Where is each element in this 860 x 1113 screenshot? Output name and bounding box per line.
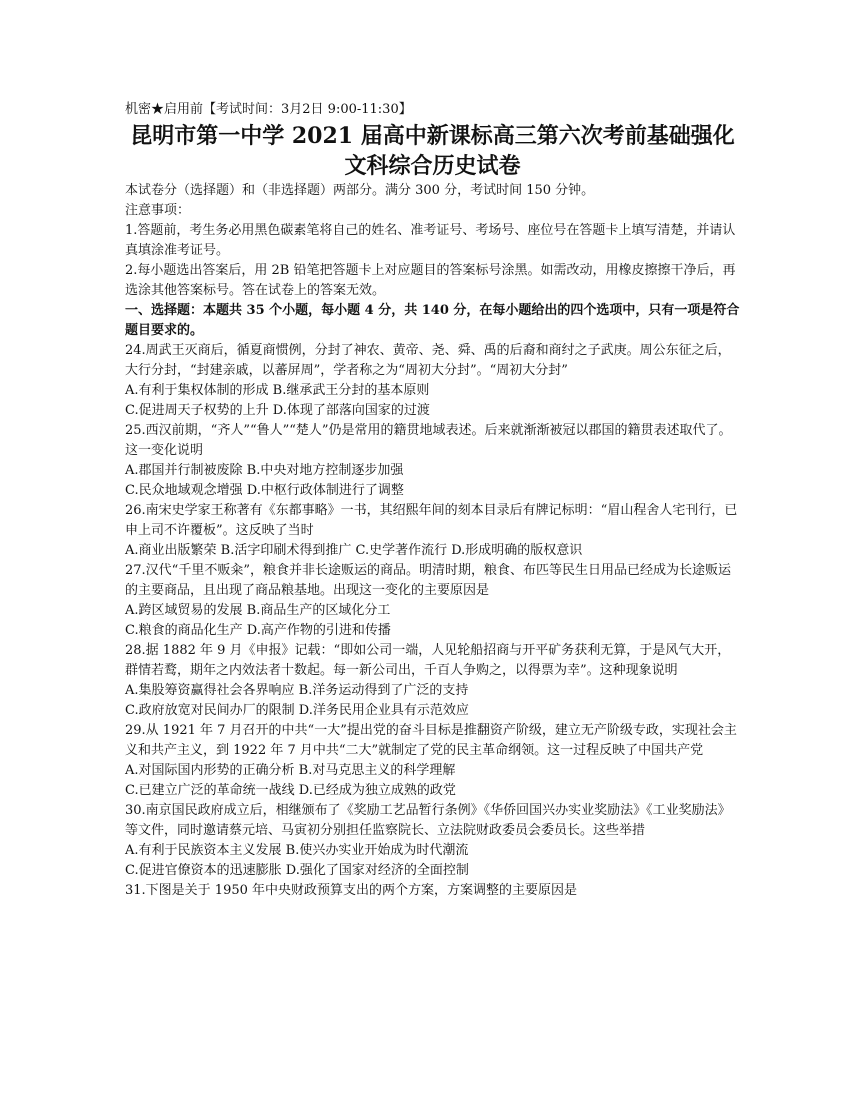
section-heading: 一、选择题：本题共 35 个小题，每小题 4 分，共 140 分，在每小题给出的四个选项中，只有一项是符合题目要求的。 <box>125 303 740 338</box>
question-options: C.政府放宽对民间办厂的限制 D.洋务民用企业具有示范效应 <box>125 703 469 718</box>
question-26 <box>125 501 740 561</box>
question-28 <box>125 641 740 721</box>
question-options: A.有利于集权体制的形成 B.继承武王分封的基本原则 <box>125 383 430 398</box>
question-29 <box>125 721 740 801</box>
question-25 <box>125 421 740 501</box>
question-options: A.跨区域贸易的发展 B.商品生产的区域化分工 <box>125 603 391 618</box>
exam-page <box>125 101 740 901</box>
question-stem: 30.南京国民政府成立后，相继颁布了《奖励工艺品暂行条例》《华侨回国兴办实业奖励法》《工业奖励法》等文件，同时邀请蔡元培、马寅初分别担任监察院长、立法院财政委员会委员长。这些举措 <box>125 803 731 838</box>
question-options: A.郡国并行制被废除 B.中央对地方控制逐步加强 <box>125 463 404 478</box>
question-stem: 25.西汉前期，“齐人”“鲁人”“楚人”仍是常用的籍贯地域表述。后来就渐渐被冠以郡国的籍贯表述取代了。这一变化说明 <box>125 423 732 458</box>
notice-item-2: 2.每小题选出答案后，用 2B 铅笔把答题卡上对应题目的答案标号涂黑。如需改动，用橡皮擦擦干净后，再选涂其他答案标号。答在试卷上的答案无效。 <box>125 263 736 298</box>
question-27 <box>125 561 740 641</box>
question-options: C.促进周天子权势的上升 D.体现了部落向国家的过渡 <box>125 403 430 418</box>
question-options: A.对国际国内形势的正确分析 B.对马克思主义的科学理解 <box>125 763 456 778</box>
question-options: A.有利于民族资本主义发展 B.使兴办实业开始成为时代潮流 <box>125 843 469 858</box>
question-stem: 27.汉代“千里不贩籴”，粮食并非长途贩运的商品。明清时期，粮食、布匹等民生日用品已经成为长途贩运的主要商品，且出现了商品粮基地。出现这一变化的主要原因是 <box>125 563 731 598</box>
exam-time-header: 机密★启用前【考试时间：3月2日 9:00-11:30】 <box>125 102 412 117</box>
question-options: C.民众地域观念增强 D.中枢行政体制进行了调整 <box>125 483 404 498</box>
exam-description: 本试卷分（选择题）和（非选择题）两部分。满分 300 分，考试时间 150 分钟。 <box>125 183 595 198</box>
question-stem: 31.下图是关于 1950 年中央财政预算支出的两个方案，方案调整的主要原因是 <box>125 883 578 898</box>
notice-title: 注意事项： <box>125 203 191 218</box>
question-stem: 28.据 1882 年 9 月《申报》记载：“即如公司一端，人见轮船招商与开平矿务获利无算，于是风气大开，群情若鹜，期年之内效法者十数起。每一新公司出，千百人争购之，以得票为幸”。这种现象说明 <box>125 643 731 678</box>
question-options: A.集股筹资赢得社会各界响应 B.洋务运动得到了广泛的支持 <box>125 683 469 698</box>
question-options: C.粮食的商品化生产 D.高产作物的引进和传播 <box>125 623 391 638</box>
question-options: C.已建立广泛的革命统一战线 D.已经成为独立成熟的政党 <box>125 783 456 798</box>
question-options: C.促进官僚资本的迅速膨胀 D.强化了国家对经济的全面控制 <box>125 863 469 878</box>
question-stem: 24.周武王灭商后，循夏商惯例，分封了神农、黄帝、尧、舜、禹的后裔和商纣之子武庚。周公东征之后，大行分封，“封建亲戚，以蕃屏周”，学者称之为“周初大分封”。“周初大分封” <box>125 343 731 378</box>
exam-title-line-1: 昆明市第一中学 2021 届高中新课标高三第六次考前基础强化 <box>130 123 735 149</box>
question-30 <box>125 801 740 881</box>
question-31 <box>125 881 740 901</box>
notice-item-1: 1.答题前，考生务必用黑色碳素笔将自己的姓名、准考证号、考场号、座位号在答题卡上填写清楚，并请认真填涂准考证号。 <box>125 223 736 258</box>
question-options: A.商业出版繁荣 B.活字印刷术得到推广 C.史学著作流行 D.形成明确的版权意识 <box>125 543 583 558</box>
question-stem: 29.从 1921 年 7 月召开的中共“一大”提出党的奋斗目标是推翻资产阶级，建立无产阶级专政，实现社会主义和共产主义，到 1922 年 7 月中共“二大”就制定了党的民主革命纲领。这一过程反映了中国共产党 <box>125 723 737 758</box>
exam-title-line-2: 文科综合历史试卷 <box>344 153 521 179</box>
question-stem: 26.南宋史学家王称著有《东都事略》一书，其绍熙年间的刻本目录后有牌记标明：“眉山程舍人宅刊行，已申上司不许覆板”。这反映了当时 <box>125 503 738 538</box>
question-24 <box>125 341 740 421</box>
